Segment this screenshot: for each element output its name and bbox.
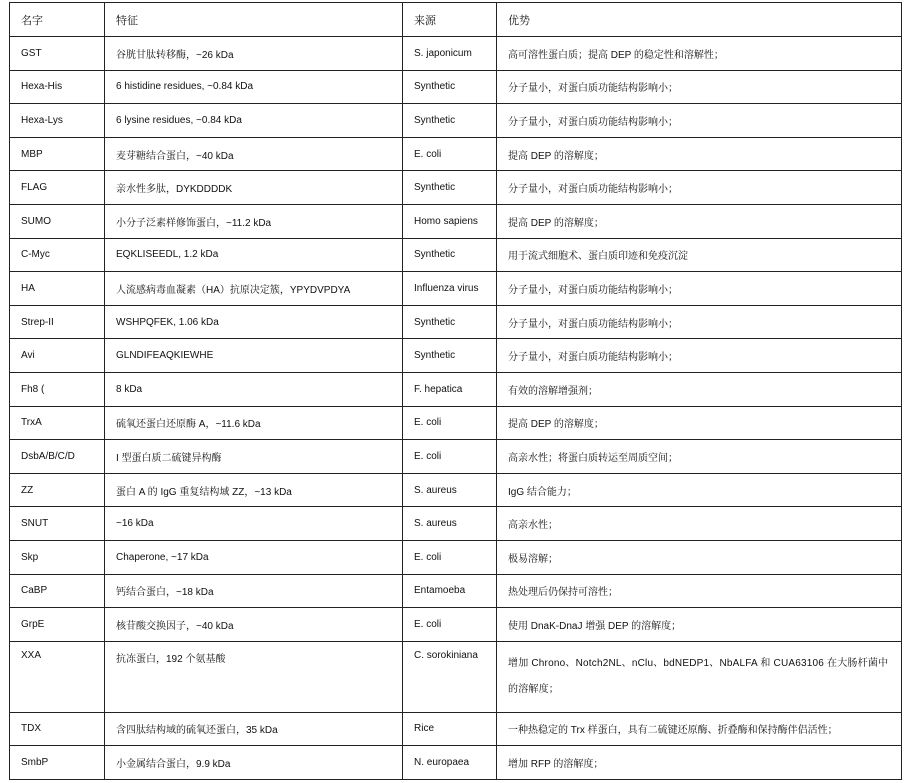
cell-source: F. hepatica [403,372,497,406]
cell-source: Homo sapiens [403,204,497,238]
table-row [10,37,902,71]
table-row [10,137,902,171]
table-row [10,574,902,608]
cell-name: XXA [10,641,105,712]
table-row [10,746,902,780]
cell-feature: Chaperone, ~17 kDa [105,540,403,574]
cell-source: E. coli [403,406,497,440]
cell-advantage: 分子量小，对蛋白质功能结构影响小； [497,171,902,205]
cell-feature: 抗冻蛋白，192 个氨基酸 [105,641,403,712]
cell-feature: 蛋白 A 的 IgG 重复结构域 ZZ，~13 kDa [105,473,403,507]
cell-name: DsbA/B/C/D [10,440,105,474]
cell-source: Synthetic [403,70,497,104]
header-feature: 特征 [105,3,403,37]
cell-advantage: 分子量小，对蛋白质功能结构影响小； [497,70,902,104]
table-row [10,70,902,104]
cell-feature: EQKLISEEDL, 1.2 kDa [105,238,403,272]
cell-feature: WSHPQFEK, 1.06 kDa [105,305,403,339]
header-name: 名字 [10,3,105,37]
cell-feature: 8 kDa [105,372,403,406]
cell-advantage: 分子量小，对蛋白质功能结构影响小； [497,305,902,339]
cell-feature: ~16 kDa [105,507,403,541]
cell-feature: 6 histidine residues, ~0.84 kDa [105,70,403,104]
cell-feature: I 型蛋白质二硫键异构酶 [105,440,403,474]
cell-advantage: 用于流式细胞术、蛋白质印迹和免疫沉淀 [497,238,902,272]
cell-advantage: 高可溶性蛋白质；提高 DEP 的稳定性和溶解性； [497,37,902,71]
cell-advantage: 提高 DEP 的溶解度； [497,137,902,171]
cell-source: Entamoeba [403,574,497,608]
cell-advantage: 极易溶解； [497,540,902,574]
cell-name: GST [10,37,105,71]
table-row [10,440,902,474]
cell-source: E. coli [403,608,497,642]
cell-name: SNUT [10,507,105,541]
cell-advantage: 有效的溶解增强剂； [497,372,902,406]
cell-name: TDX [10,712,105,746]
cell-feature: 钙结合蛋白，~18 kDa [105,574,403,608]
cell-name: Strep-II [10,305,105,339]
cell-name: Skp [10,540,105,574]
cell-feature: 核苷酸交换因子，~40 kDa [105,608,403,642]
cell-advantage: 增加 RFP 的溶解度； [497,746,902,780]
table-row [10,608,902,642]
cell-advantage: 热处理后仍保持可溶性； [497,574,902,608]
cell-name: Hexa-Lys [10,104,105,138]
cell-name: FLAG [10,171,105,205]
fusion-tag-table-container [9,2,902,780]
cell-advantage: 提高 DEP 的溶解度； [497,204,902,238]
cell-name: C-Myc [10,238,105,272]
cell-name: SUMO [10,204,105,238]
cell-source: C. sorokiniana [403,641,497,712]
cell-feature: 亲水性多肽，DYKDDDDK [105,171,403,205]
cell-feature: 谷胱甘肽转移酶，~26 kDa [105,37,403,71]
table-row [10,339,902,373]
table-row [10,372,902,406]
cell-name: GrpE [10,608,105,642]
cell-name: HA [10,272,105,306]
cell-source: Influenza virus [403,272,497,306]
cell-advantage: 一种热稳定的 Trx 样蛋白，具有二硫键还原酶、折叠酶和保持酶伴侣活性； [497,712,902,746]
cell-name: MBP [10,137,105,171]
header-advantage: 优势 [497,3,902,37]
fusion-tag-table [9,2,902,780]
table-row [10,204,902,238]
cell-name: Hexa-His [10,70,105,104]
cell-name: ZZ [10,473,105,507]
table-row [10,104,902,138]
table-header-row [10,3,902,37]
cell-feature: 小金属结合蛋白，9.9 kDa [105,746,403,780]
cell-advantage: 使用 DnaK-DnaJ 增强 DEP 的溶解度； [497,608,902,642]
cell-name: CaBP [10,574,105,608]
cell-source: Rice [403,712,497,746]
cell-name: TrxA [10,406,105,440]
cell-advantage: 高亲水性；将蛋白质转运至周质空间； [497,440,902,474]
cell-advantage: 提高 DEP 的溶解度； [497,406,902,440]
cell-source: Synthetic [403,104,497,138]
table-row [10,507,902,541]
table-row [10,641,902,712]
table-row [10,473,902,507]
cell-feature: GLNDIFEAQKIEWHE [105,339,403,373]
cell-source: Synthetic [403,238,497,272]
cell-advantage: 分子量小，对蛋白质功能结构影响小； [497,339,902,373]
cell-advantage: 分子量小，对蛋白质功能结构影响小； [497,272,902,306]
cell-source: S. aureus [403,507,497,541]
cell-source: Synthetic [403,305,497,339]
cell-feature: 含四肽结构域的硫氧还蛋白，35 kDa [105,712,403,746]
cell-name: Fh8 ( [10,372,105,406]
cell-source: E. coli [403,137,497,171]
cell-advantage: 分子量小，对蛋白质功能结构影响小； [497,104,902,138]
cell-feature: 硫氧还蛋白还原酶 A，~11.6 kDa [105,406,403,440]
cell-name: Avi [10,339,105,373]
cell-advantage: 增加 Chrono、Notch2NL、nClu、bdNEDP1、NbALFA 和 CUA63106 在大肠杆菌中的溶解度； [497,641,902,712]
table-row [10,272,902,306]
table-row [10,238,902,272]
cell-source: E. coli [403,440,497,474]
table-row [10,712,902,746]
cell-source: N. europaea [403,746,497,780]
cell-feature: 麦芽糖结合蛋白，~40 kDa [105,137,403,171]
cell-feature: 人流感病毒血凝素（HA）抗原决定簇，YPYDVPDYA [105,272,403,306]
cell-source: E. coli [403,540,497,574]
table-row [10,540,902,574]
cell-source: S. aureus [403,473,497,507]
header-source: 来源 [403,3,497,37]
cell-source: Synthetic [403,339,497,373]
cell-source: S. japonicum [403,37,497,71]
table-row [10,171,902,205]
cell-name: SmbP [10,746,105,780]
cell-advantage: IgG 结合能力； [497,473,902,507]
cell-feature: 小分子泛素样修饰蛋白，~11.2 kDa [105,204,403,238]
cell-source: Synthetic [403,171,497,205]
table-row [10,406,902,440]
cell-feature: 6 lysine residues, ~0.84 kDa [105,104,403,138]
cell-advantage: 高亲水性； [497,507,902,541]
table-row [10,305,902,339]
